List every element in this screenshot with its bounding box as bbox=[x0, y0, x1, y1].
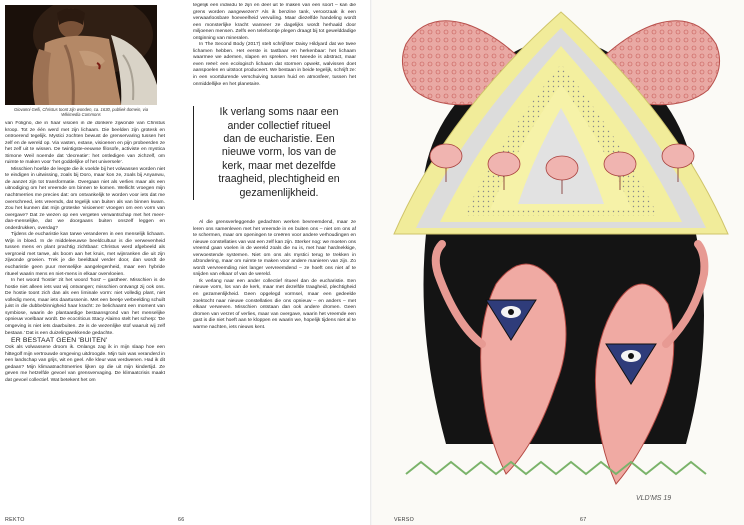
page-number-left: 66 bbox=[178, 517, 185, 523]
page-number-right: 67 bbox=[580, 517, 587, 523]
pull-quote-line: ander collectief ritueel bbox=[227, 119, 331, 132]
section-subheading: ER BESTAAT GEEN 'BUITEN' bbox=[11, 337, 108, 345]
paragraph: Misschien hoefde de leegte die ik voelde bij het volwassen worden niet te eindigen in uitwissing, zoals bij Doro, maar kon ze, zoals bij Anyanwu, de aanzet zijn tot transformatie. Overgaan niet als verlies maar als een uitnodiging om het vreemde om binnen te komen. Wellicht vroegen mijn nachtmerries me precies dat: om ontvankelijk te worden voor iets dat me overschreed, iets vreemds, dat tegelijk van buiten als van binnen kwam. Zou het kunnen dat mijn groteske 'visioenen' vroegen om een vorm van overgave? Dat ze wezen op een vergeten verwantschap met het meer-dan-menselijke, dat we doorgaans buiten onszelf leggen en onderdrukken, overdag? bbox=[5, 166, 165, 231]
paragraph: Tijdens de eucharistie kan tarwe veranderen in een menselijk lichaam. Wijn in bloed. In de middeleeuwse beeldcultuur is die verwevenheid tussen mens en plant prachtig zichtbaar: Christus werd afgebeeld als vergroeid met tarwe, als boom aan het kruis, met wijnranken die uit zijn zijwonde groeien. Trek je die beeldtaal verder door, dan wordt de eucharistie geen puur menselijke aangelegenheid, maar een hybride ritueel waarin mens en niet-mens in elkaar overvloeien. bbox=[5, 232, 165, 277]
section-label-right: VERSO bbox=[394, 517, 415, 523]
pull-quote-line: nieuwe vorm, los van de bbox=[221, 146, 337, 159]
pull-quote-line: Ik verlang soms naar een bbox=[219, 106, 339, 119]
section-label-left: REKTO bbox=[5, 517, 25, 523]
drawing-svg bbox=[386, 4, 736, 506]
pull-quote-line: traagheid, plechtigheid en bbox=[218, 173, 340, 186]
paragraph: Ik verlang naar een ander collectief ritueel dan de eucharistie. Een nieuwe vorm, los van de kerk, maar met dezelfde traagheid, plechtigheid en gezamenlijkheid. Geen opgelegd vormsel, maar een gedeelde zoektocht naar nieuwe constellaties die ons opnieuw – en anders – met elkaar verweven. Misschien ontstaan dan ook andere dromen. Geen dromen van verzet of verlies, maar van overgave, waarin het vreemde een gast is die niet hoeft aan te kloppen en waarin we, hopelijk tijdens niet al te warme nachten, iets nieuws kent. bbox=[193, 278, 356, 330]
paragraph: In The Second Body (2017) stelt schrijfster Daisy Hildyard dat we twee lichamen hebben. Het eerste is tastbaar en herkenbaar: het lichaam waarmee we ademen, slapen en spreken. Het tweede is abstract, maar even reëel: een ecologisch lichaam dat stormen opwekt, walvissen doet aanspoelen en uitstoot produceert. We bestaan in beide tegelijk, schrijft ze: in een voortdurende verschuiving tussen huid en atmosfeer, tussen het onmiddellijke en het planetaire. bbox=[193, 42, 356, 87]
artist-signature: VLD'MS 19 bbox=[636, 495, 672, 502]
pull-quote-line: gezamenlijkheid. bbox=[239, 186, 319, 199]
paragraph: tegelijk een individu te zijn en deel uit te maken van een soort – kan die grens worden aangewezen? Als ik benzine tank, veroorzaak ik een verwaarloosbare hoeveelheid vervuiling. Maar diezelfde handeling wordt een monsterlijke kracht wanneer ze dagelijks wordt herhaald door miljoenen mensen. Zelfs een telefoontje plegen draagt bij tot gewelddadige ontginning van mineralen. bbox=[193, 3, 356, 41]
right-text-column bbox=[193, 3, 356, 513]
paragraph: In het woord 'hostie' zit het woord 'host' – gastheer. Misschien is de hostie niet alleen iets wat wij ontvangen; misschien ontvangt zij ook ons. De hostie toont zich dan als een liminale vorm: niet volledig plant, niet volledig mens, maar iets daartussenin. Met een beetje verbeelding schuilt juist in die dubbelzinnigheid haar kracht: ze belichaamt een moment van symbiose, waarin de plantaardige bestaansgrond van het menselijke opnieuw voelbaar wordt. De ecocriticus Stacy Alaimo stelt het scherp: 'De omgeving is niet iets daarbuiten. Ze is de wezenlijke stof waaruit wij zelf bestaan.' Dat is een duizelingwekkende gedachte. bbox=[5, 278, 165, 336]
painting-christ-wounds-image bbox=[5, 5, 157, 105]
illustration-artwork bbox=[386, 4, 736, 506]
right-page bbox=[372, 0, 744, 525]
paragraph: Al die grensverleggende gedachten werken bevreemdend, maar ze leren ons samenleven met het vreemde in en buiten ons – niet om ons af te schermen, maar om openingen te creëren voor andere verhoudingen en nieuwe constellaties van wat een zelf kan zijn. Sterker nog: we moeten ons vreemd gaan voelen in de wereld zoals die nu is, met haar hardnekkige, verwoestende systemen. Niet om ons als mystici terug te trekken in afzondering, maar om ruimte te maken voor andere manieren van zijn. Zo wordt vervreemding niet langer vervreemdend – ze hoeft ons niet af te snijden van elkaar of van de wereld. bbox=[193, 219, 356, 278]
paragraph: van Foligno, die in haar visioen in de donkere zijwonde van Christus kroop. Tot ze één werd met zijn lichaam. Die beelden zijn grotesk en ontroerend tegelijk. Mystici zochten bewust de grenservaring tussen het zelf en de wereld op. Via vasten, extase, visioenen en pijn probeerden ze het zelf uit te wissen. De twintigste-eeuwse filosofe, activiste en mystica Simone Weil noemde dat 'decreatie': het ontledigen van zichzelf, om ruimte te maken voor 'het goddelijke of het universele'. bbox=[5, 121, 165, 166]
pull-quote-line: dan de eucharistie. Een bbox=[223, 132, 335, 145]
left-text-column bbox=[5, 121, 165, 516]
paragraph: Ook als volwassene droom ik. Onlangs zag ik in mijn slaap hoe een hittegolf mijn vertrouwde omgeving uitdroogde. Mijn tuin was veranderd in een landschap van grijs, wit en geel. Alle kleur was verdwenen. Had ik dit gedaan? Mijn klimaatnachtmerries lijken op die uit mijn kindertijd. Ze geven me hetzelfde gevoel van grensvervaging. De klimaatcrisis maakt dat gevoel collectief. Wat betekent het om bbox=[5, 345, 165, 383]
pull-quote-line: kerk, maar met dezelfde bbox=[222, 159, 336, 172]
image-caption: Giovanni Gelli, Christus toont zijn wonden, ca. 1630, publiek domein, via Wikimedia Commons bbox=[13, 107, 149, 118]
pull-quote bbox=[193, 106, 356, 200]
